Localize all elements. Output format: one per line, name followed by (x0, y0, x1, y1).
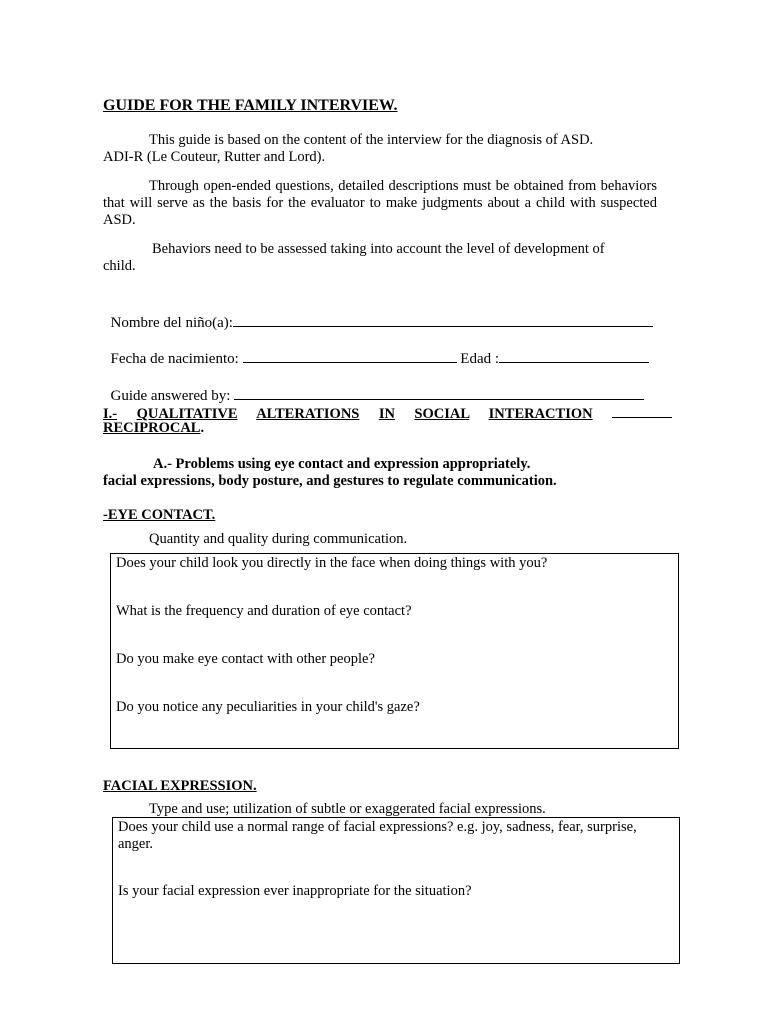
facial-expression-question: Is your facial expression ever inappropriate for the situation? (118, 883, 472, 899)
child-name-label: Nombre del niño(a): (110, 315, 233, 331)
subsection-a (103, 456, 683, 490)
answered-by-field (103, 367, 644, 405)
facial-expression-answer-box[interactable] (112, 817, 680, 964)
dob-line[interactable] (243, 347, 457, 363)
section-1-word: IN (378, 406, 395, 422)
eye-contact-question: Does your child look you directly in the face when doing things with you? (116, 555, 548, 571)
section-1-reciprocal: RECIPROCAL (103, 420, 201, 436)
intro-p3-line2: child. (103, 258, 136, 274)
eye-contact-question: Do you make eye contact with other people? (116, 651, 375, 667)
dob-label: Fecha de nacimiento: (110, 351, 239, 367)
intro-paragraph-3 (103, 241, 657, 275)
eye-contact-question: Do you notice any peculiarities in your child's gaze? (116, 699, 420, 715)
eye-contact-question: What is the frequency and duration of eye contact? (116, 603, 412, 619)
title-text: GUIDE FOR THE FAMILY INTERVIEW. (103, 97, 398, 114)
intro-p1-line1: This guide is based on the content of the interview for the diagnosis of ASD. (149, 132, 594, 148)
facial-expression-subtitle: Type and use; utilization of subtle or exaggerated facial expressions. (149, 801, 546, 817)
facial-expression-heading: FACIAL EXPRESSION. (103, 778, 257, 794)
child-name-line[interactable] (233, 311, 653, 327)
section-1-word: SOCIAL (414, 406, 470, 422)
document-title (103, 95, 455, 114)
section-1-number: I.- (103, 406, 118, 422)
age-label: Edad : (460, 351, 500, 367)
answered-by-label: Guide answered by: (110, 388, 231, 404)
intro-paragraph-2: Through open-ended questions, detailed descriptions must be obtained from behaviors that will serve as the basis for the evaluator to make judgments about a child with suspected ASD. (103, 178, 657, 228)
facial-expression-question: Does your child use a normal range of facial expressions? e.g. joy, sadness, fear, surprise, anger. (118, 819, 637, 852)
section-1-word: QUALITATIVE (136, 406, 238, 422)
age-line[interactable] (499, 347, 649, 363)
intro-p1-line2: ADI-R (Le Couteur, Rutter and Lord). (103, 149, 326, 165)
section-1-underline (612, 402, 672, 418)
section-1-heading-line2 (103, 420, 204, 437)
intro-p3-line1: Behaviors need to be assessed taking into account the level of development of (152, 241, 605, 257)
eye-contact-heading-text: -EYE CONTACT. (103, 507, 216, 523)
subsection-a-line2: facial expressions, body posture, and gestures to regulate communication. (103, 473, 557, 489)
child-name-field (103, 294, 653, 332)
dob-age-field (103, 330, 649, 368)
eye-contact-subtitle: Quantity and quality during communication. (149, 531, 408, 547)
intro-paragraph-1 (103, 132, 657, 166)
title-underline-trail (397, 95, 455, 110)
subsection-a-line1: A.- Problems using eye contact and expression appropriately. (153, 456, 531, 472)
section-1-period: . (200, 420, 205, 436)
answered-by-line[interactable] (234, 384, 644, 400)
section-1-word: INTERACTION (488, 406, 593, 422)
eye-contact-heading (103, 507, 263, 524)
section-1-word: ALTERATIONS (256, 406, 360, 422)
eye-contact-answer-box[interactable] (110, 553, 679, 749)
